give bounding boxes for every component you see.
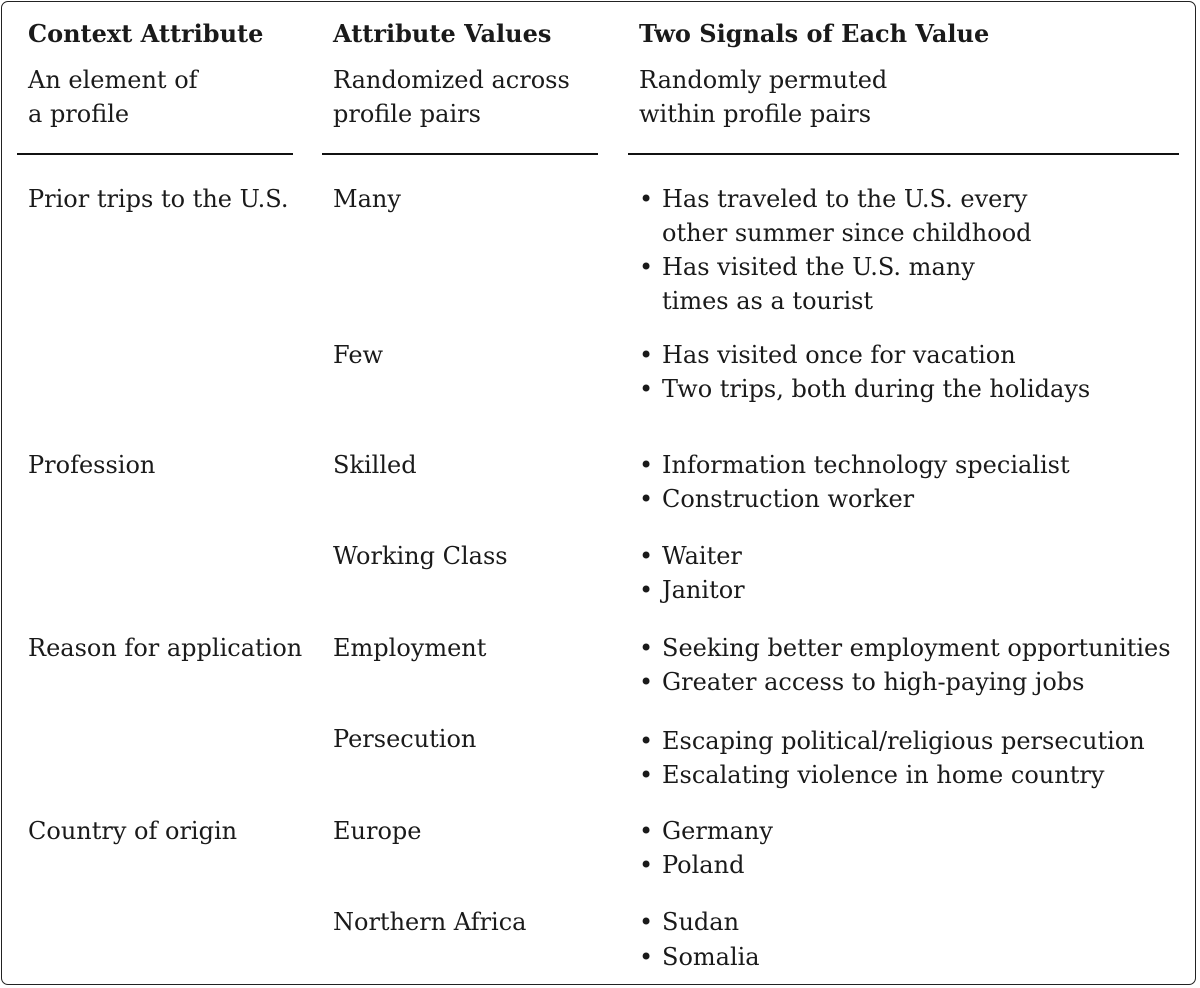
bullet-dot: •: [639, 451, 654, 479]
bullet-dot: •: [639, 634, 654, 662]
bullet-dot: •: [639, 253, 654, 281]
bullet-dot: •: [639, 817, 654, 845]
signal-text-line: times as a tourist: [662, 287, 874, 315]
attribute-value: Northern Africa: [333, 908, 527, 936]
signal-text: Seeking better employment opportunities: [662, 634, 1171, 662]
header-values-desc-line2: profile pairs: [333, 100, 481, 128]
header-signals-desc-line1: Randomly permuted: [639, 66, 888, 94]
header-rule-col2: [322, 153, 598, 155]
attribute-name: Reason for application: [28, 634, 303, 662]
signal-text: Germany: [662, 817, 773, 845]
signal-text: Escaping political/religious persecution: [662, 727, 1145, 755]
header-context-desc-line1: An element of: [28, 66, 198, 94]
bullet-dot: •: [639, 851, 654, 879]
bullet-dot: •: [639, 761, 654, 789]
bullet-dot: •: [639, 485, 654, 513]
attribute-value: Employment: [333, 634, 487, 662]
bullet-dot: •: [639, 668, 654, 696]
signal-text-line: Has traveled to the U.S. every: [662, 185, 1028, 213]
bullet-dot: •: [639, 576, 654, 604]
signal-text: Two trips, both during the holidays: [662, 375, 1091, 403]
signal-text-line: Has visited the U.S. many: [662, 253, 975, 281]
attribute-value: Many: [333, 185, 401, 213]
signal-text: Somalia: [662, 943, 760, 971]
header-attribute-values: Attribute Values: [333, 19, 552, 48]
attribute-name: Prior trips to the U.S.: [28, 185, 289, 213]
attribute-value: Skilled: [333, 451, 417, 479]
attribute-name: Country of origin: [28, 817, 238, 845]
header-rule-col3: [628, 153, 1179, 155]
signal-text: Sudan: [662, 908, 740, 936]
header-context-desc-line2: a profile: [28, 100, 130, 128]
attribute-name: Profession: [28, 451, 156, 479]
bullet-dot: •: [639, 341, 654, 369]
header-two-signals: Two Signals of Each Value: [639, 19, 990, 48]
attribute-value: Few: [333, 341, 384, 369]
bullet-dot: •: [639, 943, 654, 971]
header-rule-col1: [17, 153, 293, 155]
signal-text: Janitor: [662, 576, 745, 604]
bullet-dot: •: [639, 727, 654, 755]
signal-text-line: other summer since childhood: [662, 219, 1032, 247]
header-signals-desc-line2: within profile pairs: [639, 100, 872, 128]
signal-text: Poland: [662, 851, 745, 879]
signal-text: Waiter: [662, 542, 742, 570]
bullet-dot: •: [639, 375, 654, 403]
attribute-value: Persecution: [333, 725, 477, 753]
signal-text: Escalating violence in home country: [662, 761, 1105, 789]
signal-text: Has visited once for vacation: [662, 341, 1016, 369]
signal-text: Information technology specialist: [662, 451, 1070, 479]
header-context-attribute: Context Attribute: [28, 19, 264, 48]
bullet-dot: •: [639, 908, 654, 936]
bullet-dot: •: [639, 542, 654, 570]
signal-text: Construction worker: [662, 485, 915, 513]
attribute-value: Working Class: [333, 542, 508, 570]
signal-text: Greater access to high-paying jobs: [662, 668, 1085, 696]
bullet-dot: •: [639, 185, 654, 213]
header-values-desc-line1: Randomized across: [333, 66, 570, 94]
attribute-value: Europe: [333, 817, 422, 845]
